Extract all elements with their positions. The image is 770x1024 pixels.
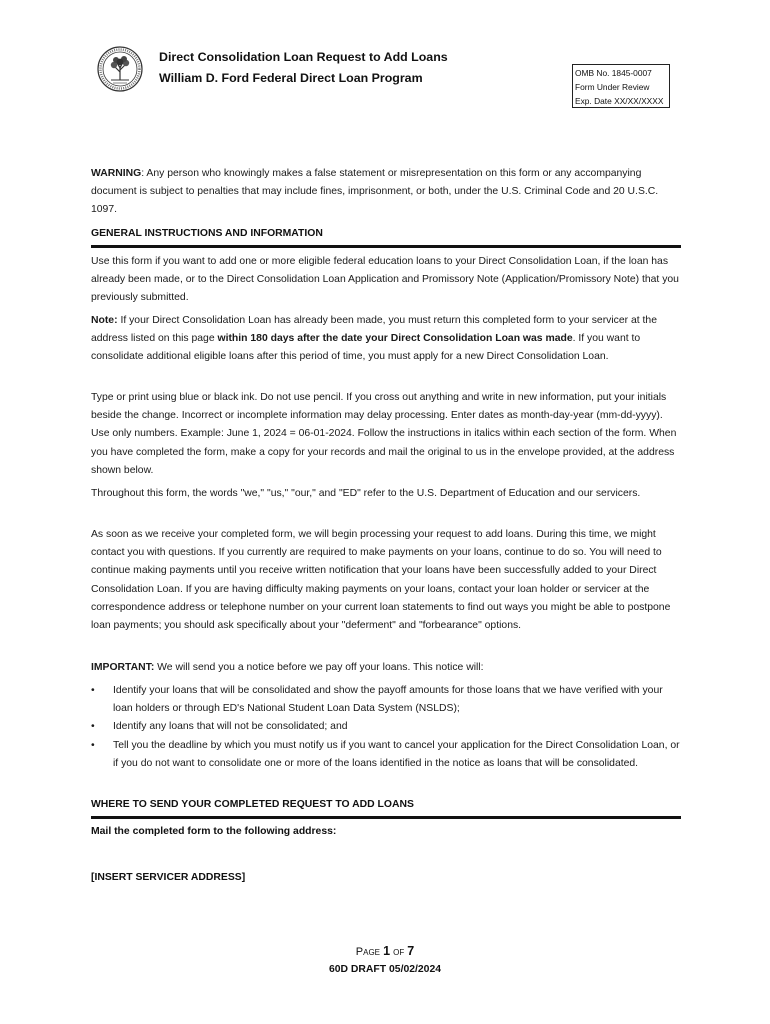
- mail-instruction: Mail the completed form to the following address:: [91, 826, 337, 837]
- warning-text: : Any person who knowingly makes a false statement or misrepresentation on this form or any accompanying document is subject to penalties that may include fines, imprisonment, or both, under the U.S. Criminal Code and 20 U.S.C. 1097.: [91, 168, 659, 216]
- form-title-line2: William D. Ford Federal Direct Loan Program: [159, 71, 423, 85]
- general-paragraph-3: Type or print using blue or black ink. Do not use pencil. If you cross out anything and write in new information, put your initials beside the change. Incorrect or incomplete information may delay processing. Enter dates as month-day-year (mm-dd-yyyy). Use only numbers. Example: June 1, 2024 = 06-01-2024. Follow the instructions in italics within each section of the form. When you have completed the form, make a copy for your records and mail the original to us in the envelope provided, at the address shown below.: [91, 392, 677, 476]
- omb-status: Form Under Review: [575, 82, 650, 92]
- omb-expiration: Exp. Date XX/XX/XXXX: [575, 96, 664, 106]
- bullet: •: [91, 685, 95, 696]
- bullet: •: [91, 721, 95, 733]
- department-of-education-seal: [97, 46, 143, 92]
- note-paragraph: [91, 312, 681, 367]
- list-item: • Tell you the deadline by which you must notify us if you want to cancel your application for the Direct Consolidation Loan, or if you do not want to consolidate one or more of the loans identified in the notice as loans that will be consolidated.: [91, 737, 681, 773]
- note-deadline: within 180 days after the date your Direct Consolidation Loan was made: [217, 333, 573, 345]
- form-title: [159, 47, 448, 89]
- notice-list: [91, 682, 681, 773]
- omb-box: [572, 64, 670, 108]
- note-text-b: . If you want to consolidate additional eligible loans after this period of time, you must apply for a new Direct Consolidation Loan.: [91, 333, 641, 363]
- general-instructions-heading: GENERAL INSTRUCTIONS AND INFORMATION: [91, 227, 681, 248]
- general-paragraph-5: As soon as we receive your completed form, we will begin processing your request to add loans. During this time, we might contact you with questions. If you currently are required to make payments on your loans, continue to do so. You will need to continue making payments until you receive written notification that your loans have been successfully added to your Direct Consolidation Loan. If you are having difficulty making payments on your loans, contact your loan holder or servicer at the correspondence address or telephone number on your current loan statements to find out ways you might be able to postpone loan payments; you should ask specifically about your "deferment" and "forbearance" options.: [91, 529, 671, 632]
- note-text-a: If your Direct Consolidation Loan has already been made, you must return this completed form to your servicer at the address listed on this page: [91, 315, 657, 345]
- draft-label: 60D DRAFT 05/02/2024: [328, 964, 442, 975]
- important-text: We will send you a notice before we pay off your loans. This notice will:: [154, 662, 484, 673]
- form-title-line1: Direct Consolidation Loan Request to Add Loans: [159, 50, 448, 64]
- page-number: Page 1 of 7: [355, 944, 415, 958]
- note-label: Note:: [91, 315, 118, 326]
- warning-label: WARNING: [91, 168, 142, 179]
- warning-paragraph: [91, 165, 681, 220]
- servicer-address-placeholder: [INSERT SERVICER ADDRESS]: [91, 872, 246, 883]
- list-item: • Identify your loans that will be consolidated and show the payoff amounts for those loans that we have verified with your loan holders or through ED's National Student Loan Data System (NSLDS);: [91, 682, 681, 718]
- general-paragraph-1: Use this form if you want to add one or more eligible federal education loans to your Direct Consolidation Loan, if the loan has already been made, or to the Direct Consolidation Loan Application and Promissory Note (Application/Promissory Note) that you previously submitted.: [91, 256, 679, 304]
- general-paragraph-4: Throughout this form, the words "we," "us," "our," and "ED" refer to the U.S. Department of Education and our servicers.: [91, 488, 641, 499]
- where-to-send-heading: WHERE TO SEND YOUR COMPLETED REQUEST TO ADD LOANS: [91, 798, 681, 819]
- important-label: IMPORTANT:: [91, 662, 155, 673]
- omb-number: OMB No. 1845-0007: [575, 68, 652, 78]
- important-paragraph: [91, 659, 681, 677]
- bullet: •: [91, 739, 95, 751]
- list-item: • Identify any loans that will not be consolidated; and: [91, 718, 681, 736]
